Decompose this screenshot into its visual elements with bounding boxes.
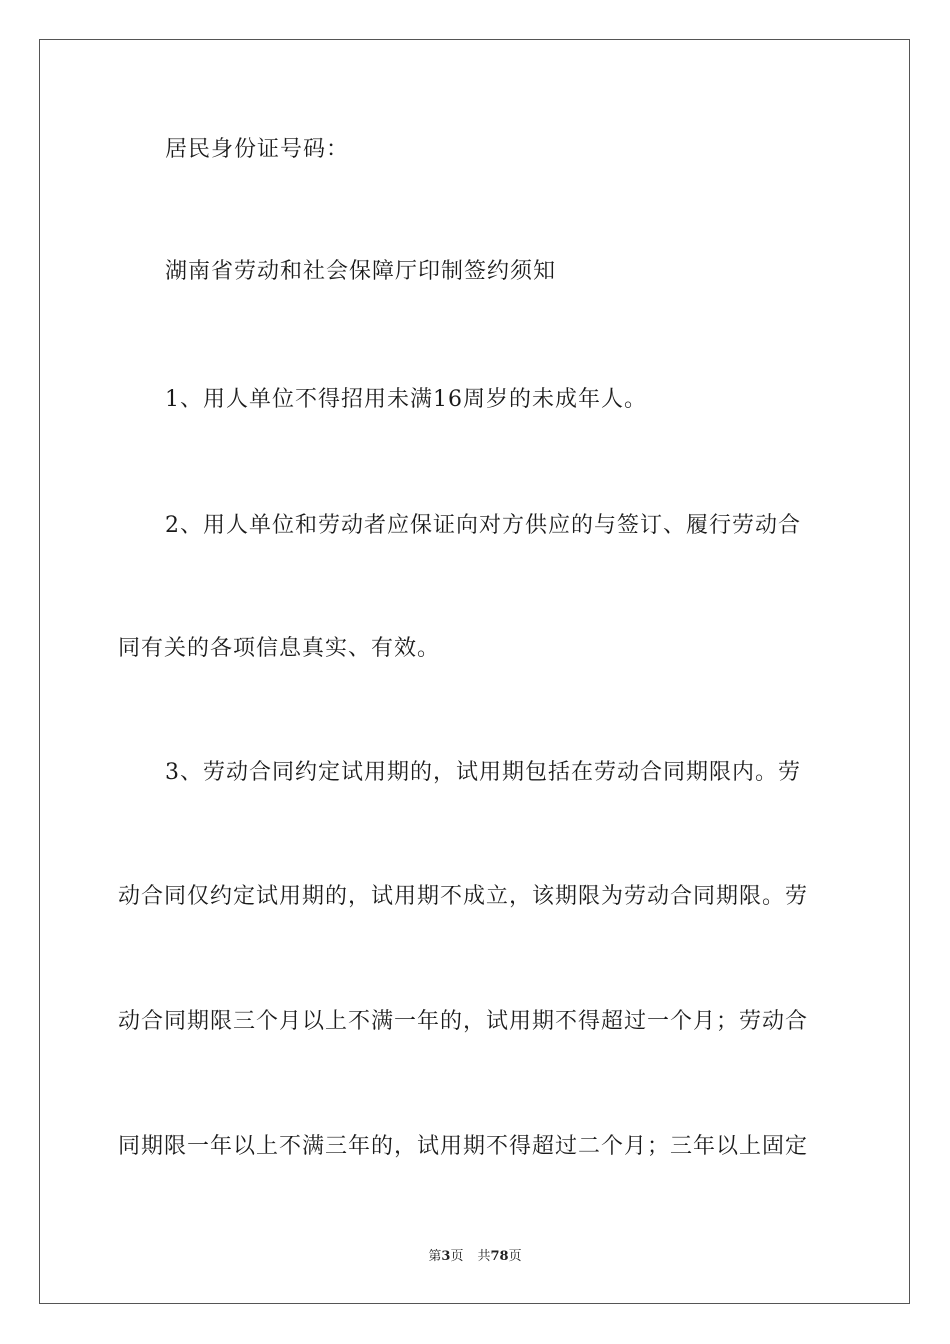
clause-2-line-2: 同有关的各项信息真实、有效。 (118, 636, 441, 661)
page-border (39, 39, 910, 1304)
clause-3-line-1: 3、劳动合同约定试用期的，试用期包括在劳动合同期限内。劳 (165, 760, 801, 785)
clause-3-line-2: 动合同仅约定试用期的，试用期不成立，该期限为劳动合同期限。劳 (118, 884, 809, 909)
id-number-label: 居民身份证号码： (165, 137, 350, 162)
clause-3-line-3: 动合同期限三个月以上不满一年的，试用期不得超过一个月；劳动合 (118, 1009, 809, 1034)
clause-2-line-1: 2、用人单位和劳动者应保证向对方供应的与签订、履行劳动合 (165, 513, 801, 538)
total-prefix: 共 (477, 1249, 491, 1264)
total-suffix: 页 (508, 1249, 522, 1264)
page-number: 3 (441, 1249, 451, 1264)
page-footer (0, 1248, 950, 1266)
page-suffix: 页 (450, 1249, 464, 1264)
clause-1: 1、用人单位不得招用未满16周岁的未成年人。 (165, 387, 647, 412)
clause-3-line-4: 同期限一年以上不满三年的，试用期不得超过二个月；三年以上固定 (118, 1134, 809, 1159)
notice-heading: 湖南省劳动和社会保障厅印制签约须知 (165, 259, 557, 284)
page-prefix: 第 (428, 1249, 442, 1264)
total-pages: 78 (490, 1249, 509, 1264)
